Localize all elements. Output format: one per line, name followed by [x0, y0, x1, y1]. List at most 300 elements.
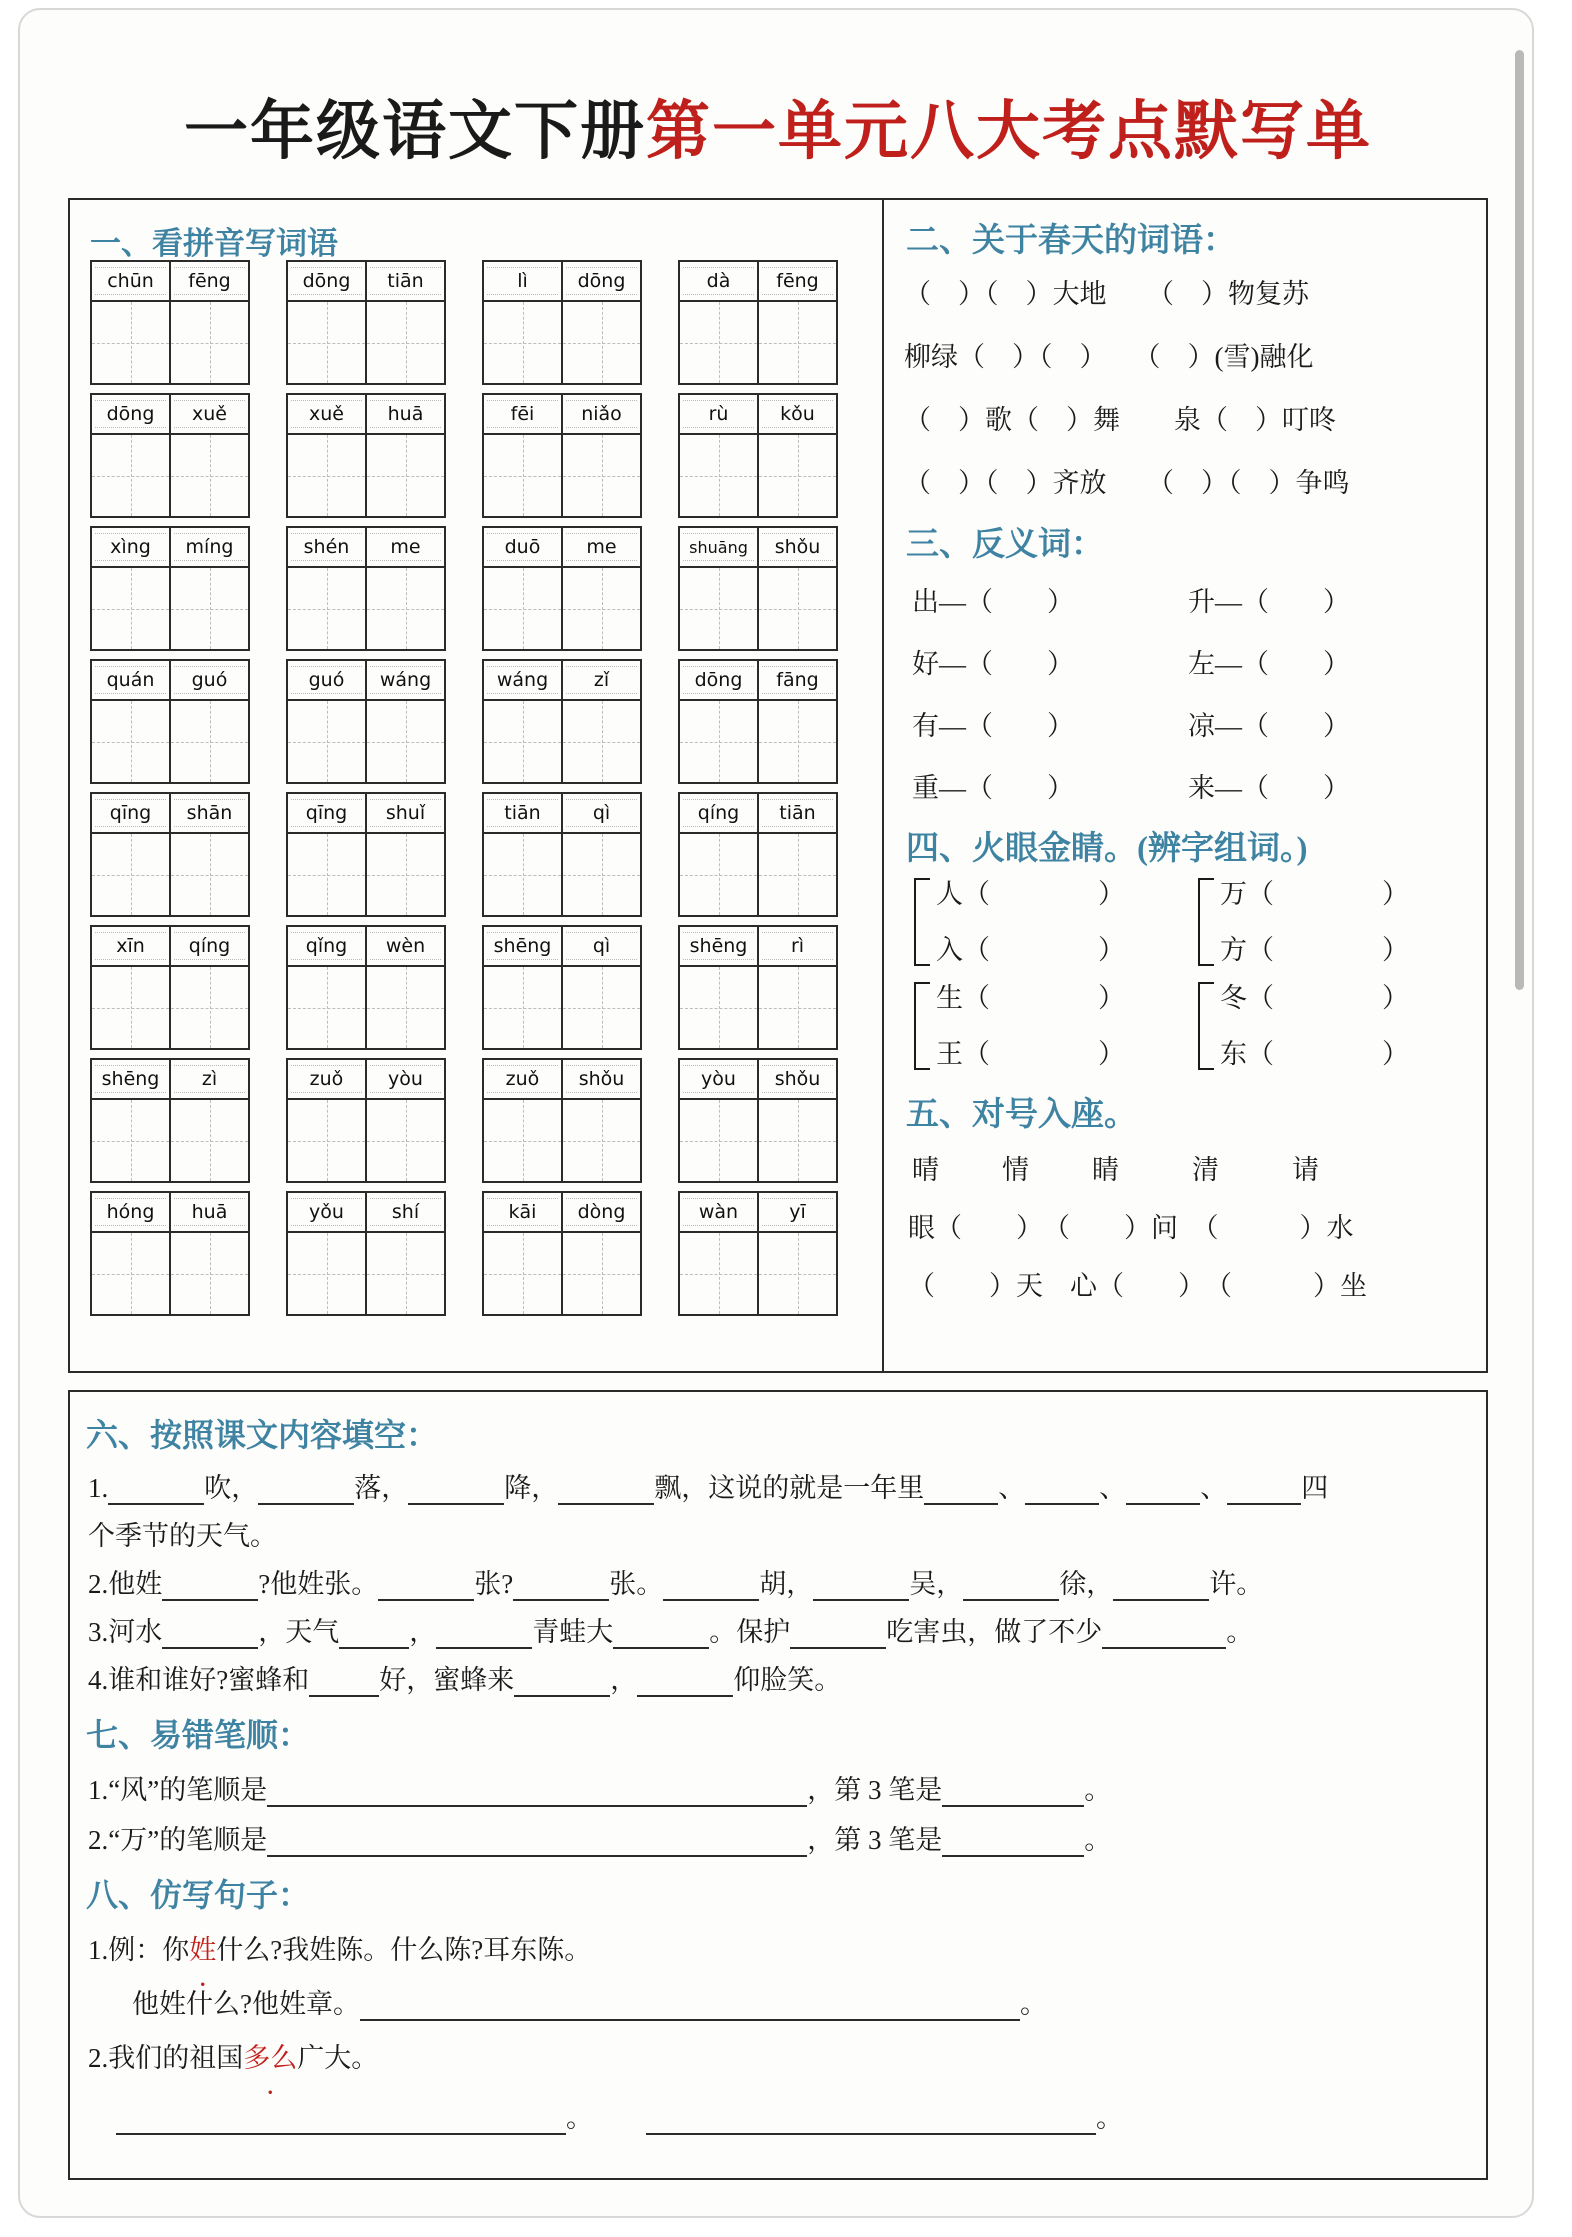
- text-seg: ，第 3 笔是: [807, 1825, 943, 1855]
- page-scrollbar[interactable]: [1515, 50, 1524, 990]
- antonym-right: 凉—（ ）: [1188, 711, 1350, 741]
- pinyin-word-cell: [90, 526, 250, 651]
- pinyin-syllable: guó: [288, 661, 365, 699]
- writing-box-row[interactable]: [90, 967, 250, 1050]
- writing-box-row[interactable]: [286, 302, 446, 385]
- writing-box[interactable]: [680, 435, 757, 516]
- writing-box[interactable]: [680, 967, 757, 1048]
- writing-box[interactable]: [561, 1233, 640, 1314]
- pinyin-word-cell: [90, 792, 250, 917]
- pinyin-syllable: yī: [757, 1193, 836, 1231]
- writing-box[interactable]: [92, 834, 169, 915]
- section-8-heading: 八、仿写句子：: [86, 1877, 311, 1913]
- guide-line-vertical: [131, 435, 132, 516]
- pinyin-row: [286, 260, 446, 302]
- writing-box[interactable]: [92, 435, 169, 516]
- writing-box[interactable]: [288, 1233, 365, 1314]
- writing-box[interactable]: [680, 701, 757, 782]
- pinyin-syllable: wèn: [365, 927, 444, 965]
- writing-box[interactable]: [757, 967, 836, 1048]
- writing-box[interactable]: [288, 701, 365, 782]
- pinyin-syllable: lì: [484, 262, 561, 300]
- guide-line-vertical: [210, 701, 211, 782]
- pinyin-syllable: yǒu: [288, 1193, 365, 1231]
- guide-line-vertical: [131, 1100, 132, 1181]
- section-6-heading: 六、按照课文内容填空：: [86, 1417, 439, 1453]
- text-seg: 我们的祖国: [108, 2043, 244, 2073]
- text-seg: 吴，: [909, 1569, 964, 1599]
- pinyin-word-cell: [482, 925, 642, 1050]
- text-seg: 青蛙大: [532, 1617, 614, 1647]
- pinyin-word-cell: [482, 526, 642, 651]
- text-seg: ，: [610, 1665, 638, 1695]
- guide-line-vertical: [602, 701, 603, 782]
- writing-box-row[interactable]: [678, 435, 838, 518]
- guide-line-vertical: [602, 568, 603, 649]
- pinyin-syllable: dōng: [561, 262, 640, 300]
- writing-box[interactable]: [169, 701, 248, 782]
- writing-box-row[interactable]: [286, 967, 446, 1050]
- writing-box-row[interactable]: [286, 1233, 446, 1316]
- pinyin-word-cell: [482, 659, 642, 784]
- text-seg: ，第 3 笔是: [807, 1775, 943, 1805]
- writing-box[interactable]: [169, 302, 248, 383]
- writing-box[interactable]: [288, 1100, 365, 1181]
- top-section-divider: [882, 200, 884, 1371]
- guide-line-vertical: [798, 302, 799, 383]
- writing-box[interactable]: [169, 834, 248, 915]
- section-5-heading: 五、对号入座。: [906, 1097, 1137, 1133]
- highlighted-word: 多么: [243, 2043, 298, 2073]
- pinyin-word-cell: [678, 925, 838, 1050]
- pinyin-syllable: míng: [169, 528, 248, 566]
- seat-line: 眼（ ） （ ）问 （ ）水: [908, 1213, 1354, 1243]
- writing-box[interactable]: [92, 568, 169, 649]
- pinyin-word-cell: [286, 925, 446, 1050]
- pinyin-syllable: xuě: [288, 395, 365, 433]
- guide-line-vertical: [798, 568, 799, 649]
- guide-line-vertical: [798, 1233, 799, 1314]
- writing-box[interactable]: [288, 834, 365, 915]
- pinyin-syllable: qì: [561, 794, 640, 832]
- imitate-prompt-line: [88, 2036, 378, 2075]
- writing-box[interactable]: [561, 435, 640, 516]
- guide-line-vertical: [719, 435, 720, 516]
- fill-blank-row-3: [88, 1610, 1253, 1649]
- pinyin-syllable: qīng: [92, 794, 169, 832]
- writing-box[interactable]: [365, 1100, 444, 1181]
- writing-box-row[interactable]: [678, 701, 838, 784]
- guide-line-vertical: [719, 568, 720, 649]
- writing-box[interactable]: [680, 834, 757, 915]
- pinyin-syllable: shān: [169, 794, 248, 832]
- writing-box[interactable]: [680, 1100, 757, 1181]
- writing-box[interactable]: [365, 834, 444, 915]
- text-seg: 。保护: [709, 1617, 791, 1647]
- text-seg: 许。: [1209, 1569, 1264, 1599]
- pinyin-word-cell: [678, 659, 838, 784]
- writing-box[interactable]: [757, 701, 836, 782]
- guide-line-vertical: [602, 302, 603, 383]
- writing-box[interactable]: [92, 302, 169, 383]
- writing-box[interactable]: [169, 1233, 248, 1314]
- guide-line-vertical: [406, 834, 407, 915]
- writing-box-row[interactable]: [286, 435, 446, 518]
- writing-box-row[interactable]: [286, 701, 446, 784]
- discern-bracket: [914, 878, 930, 966]
- seat-char: 睛: [1092, 1155, 1119, 1185]
- section-4-heading: 四、火眼金睛。(辨字组词。): [906, 831, 1308, 867]
- guide-line-vertical: [719, 302, 720, 383]
- pinyin-syllable: guó: [169, 661, 248, 699]
- guide-line-vertical: [210, 1100, 211, 1181]
- guide-line-vertical: [327, 568, 328, 649]
- guide-line-vertical: [131, 701, 132, 782]
- writing-box[interactable]: [561, 967, 640, 1048]
- pinyin-word-cell: [286, 1058, 446, 1183]
- pinyin-word-cell: [678, 526, 838, 651]
- guide-line-vertical: [131, 302, 132, 383]
- worksheet-page: [18, 8, 1534, 2218]
- writing-box-row[interactable]: [90, 701, 250, 784]
- pinyin-row: [678, 1058, 838, 1100]
- writing-box[interactable]: [757, 834, 836, 915]
- imitate-answer-line: [132, 1982, 1047, 2021]
- pinyin-syllable: shǒu: [561, 1060, 640, 1098]
- writing-box[interactable]: [484, 967, 561, 1048]
- pinyin-word-cell: [482, 393, 642, 518]
- guide-line-vertical: [406, 435, 407, 516]
- writing-box-row[interactable]: [482, 1100, 642, 1183]
- writing-box[interactable]: [757, 1100, 836, 1181]
- guide-line-vertical: [798, 967, 799, 1048]
- writing-box[interactable]: [92, 1100, 169, 1181]
- pinyin-syllable: zì: [169, 1060, 248, 1098]
- writing-box-row[interactable]: [286, 834, 446, 917]
- pinyin-row: [286, 393, 446, 435]
- pinyin-word-cell: [678, 1058, 838, 1183]
- text-seg: 。: [1226, 1617, 1254, 1647]
- writing-box[interactable]: [92, 701, 169, 782]
- text-seg: ?他姓张。: [258, 1569, 379, 1599]
- guide-line-vertical: [327, 1100, 328, 1181]
- guide-line-vertical: [798, 834, 799, 915]
- writing-box[interactable]: [484, 701, 561, 782]
- writing-box[interactable]: [92, 1233, 169, 1314]
- pinyin-grid-area: [90, 260, 865, 1350]
- pinyin-syllable: kǒu: [757, 395, 836, 433]
- spring-word-line: （ ）（ ）齐放 （ ）（ ）争鸣: [904, 468, 1350, 498]
- guide-line-vertical: [327, 834, 328, 915]
- text-seg: 什么?我姓陈。什么陈?耳东陈。: [216, 1935, 592, 1965]
- text-seg: ，天气: [258, 1617, 340, 1647]
- bottom-area: [86, 1410, 1478, 2170]
- writing-box[interactable]: [288, 435, 365, 516]
- pinyin-syllable: shí: [365, 1193, 444, 1231]
- pinyin-row: [482, 925, 642, 967]
- guide-line-vertical: [798, 701, 799, 782]
- seat-char: 请: [1292, 1155, 1319, 1185]
- writing-box[interactable]: [288, 967, 365, 1048]
- writing-box-row[interactable]: [678, 568, 838, 651]
- writing-box[interactable]: [365, 967, 444, 1048]
- guide-line-vertical: [210, 568, 211, 649]
- imitate-blank-line-right: [646, 2096, 1123, 2135]
- pinyin-word-cell: [90, 925, 250, 1050]
- pinyin-row: [678, 526, 838, 568]
- writing-box-row[interactable]: [482, 568, 642, 651]
- pinyin-word-cell: [90, 260, 250, 385]
- pinyin-word-cell: [286, 659, 446, 784]
- guide-line-vertical: [719, 1100, 720, 1181]
- writing-box[interactable]: [288, 302, 365, 383]
- writing-box-row[interactable]: [90, 568, 250, 651]
- writing-box[interactable]: [484, 1233, 561, 1314]
- imitate-blank-line-left: [116, 2096, 593, 2135]
- text-seg: 广大。: [297, 2043, 379, 2073]
- pinyin-syllable: shēng: [680, 927, 757, 965]
- writing-box[interactable]: [484, 834, 561, 915]
- page-title: [20, 80, 1534, 172]
- pinyin-syllable: fēng: [169, 262, 248, 300]
- writing-box[interactable]: [757, 568, 836, 649]
- writing-box[interactable]: [757, 1233, 836, 1314]
- pinyin-syllable: tiān: [484, 794, 561, 832]
- guide-line-vertical: [523, 1233, 524, 1314]
- pinyin-word-cell: [482, 792, 642, 917]
- pinyin-syllable: fēng: [757, 262, 836, 300]
- guide-line-vertical: [131, 834, 132, 915]
- guide-line-vertical: [210, 435, 211, 516]
- writing-box[interactable]: [169, 967, 248, 1048]
- text-seg: 。: [1084, 1825, 1112, 1855]
- writing-box-row[interactable]: [678, 834, 838, 917]
- writing-box-row[interactable]: [90, 1100, 250, 1183]
- writing-box-row[interactable]: [90, 302, 250, 385]
- seat-line: （ ）天 心（ ） （ ）坐: [908, 1271, 1367, 1301]
- writing-box[interactable]: [484, 1100, 561, 1181]
- guide-line-vertical: [406, 967, 407, 1048]
- guide-line-vertical: [327, 302, 328, 383]
- writing-box-row[interactable]: [678, 302, 838, 385]
- pinyin-syllable: shǒu: [757, 528, 836, 566]
- antonym-right: 升—（ ）: [1188, 587, 1350, 617]
- pinyin-syllable: qíng: [680, 794, 757, 832]
- guide-line-vertical: [131, 1233, 132, 1314]
- text-seg: 仰脸笑。: [733, 1665, 842, 1695]
- writing-box[interactable]: [561, 1100, 640, 1181]
- pinyin-word-cell: [482, 1058, 642, 1183]
- section-2-heading: 二、关于春天的词语：: [906, 223, 1236, 259]
- pinyin-syllable: hóng: [92, 1193, 169, 1231]
- pinyin-syllable: yòu: [680, 1060, 757, 1098]
- writing-box-row[interactable]: [90, 1233, 250, 1316]
- pinyin-syllable: tiān: [365, 262, 444, 300]
- pinyin-row: [286, 1058, 446, 1100]
- discern-bracket: [1198, 982, 1214, 1070]
- writing-box-row[interactable]: [482, 967, 642, 1050]
- guide-line-vertical: [798, 1100, 799, 1181]
- pinyin-syllable: huā: [365, 395, 444, 433]
- pinyin-word-cell: [678, 260, 838, 385]
- writing-box-row[interactable]: [90, 435, 250, 518]
- antonym-left: 出—（ ）: [912, 587, 1074, 617]
- pinyin-row: [286, 792, 446, 834]
- pinyin-syllable: shǒu: [757, 1060, 836, 1098]
- text-seg: 吹，: [204, 1473, 259, 1503]
- item-number: 4.: [88, 1665, 109, 1695]
- pinyin-syllable: zuǒ: [484, 1060, 561, 1098]
- pinyin-word-cell: [482, 1191, 642, 1316]
- seat-char: 情: [1002, 1155, 1029, 1185]
- item-number: 3.: [88, 1617, 109, 1647]
- pinyin-row: [678, 1191, 838, 1233]
- pinyin-syllable: xuě: [169, 395, 248, 433]
- pinyin-syllable: wáng: [484, 661, 561, 699]
- writing-box-row[interactable]: [482, 1233, 642, 1316]
- discern-char: 王（ ）: [936, 1039, 1125, 1069]
- pinyin-row: [678, 393, 838, 435]
- spring-word-line: （ ）（ ）大地 （ ）物复苏: [904, 279, 1309, 309]
- writing-box[interactable]: [757, 435, 836, 516]
- pinyin-syllable: rì: [757, 927, 836, 965]
- guide-line-vertical: [523, 568, 524, 649]
- pinyin-syllable: zǐ: [561, 661, 640, 699]
- pinyin-syllable: me: [365, 528, 444, 566]
- writing-box[interactable]: [365, 1233, 444, 1314]
- writing-box-row[interactable]: [482, 302, 642, 385]
- guide-line-vertical: [210, 967, 211, 1048]
- pinyin-syllable: qǐng: [288, 927, 365, 965]
- discern-char: 东（ ）: [1220, 1039, 1409, 1069]
- pinyin-syllable: niǎo: [561, 395, 640, 433]
- writing-box-row[interactable]: [482, 701, 642, 784]
- writing-box[interactable]: [561, 568, 640, 649]
- writing-box[interactable]: [92, 967, 169, 1048]
- writing-box[interactable]: [680, 568, 757, 649]
- pinyin-word-cell: [90, 1058, 250, 1183]
- writing-box[interactable]: [561, 701, 640, 782]
- pinyin-row: [482, 1191, 642, 1233]
- pinyin-syllable: fēi: [484, 395, 561, 433]
- writing-box[interactable]: [484, 435, 561, 516]
- discern-char: 生（ ）: [936, 983, 1125, 1013]
- pinyin-row: [286, 526, 446, 568]
- guide-line-vertical: [602, 435, 603, 516]
- writing-box[interactable]: [680, 302, 757, 383]
- pinyin-syllable: shuāng: [680, 528, 757, 566]
- pinyin-syllable: wáng: [365, 661, 444, 699]
- pinyin-word-cell: [286, 526, 446, 651]
- item-number: 1.: [88, 1935, 109, 1965]
- pinyin-syllable: kāi: [484, 1193, 561, 1231]
- section-3-heading: 三、反义词：: [906, 527, 1104, 563]
- pinyin-syllable: dòng: [561, 1193, 640, 1231]
- writing-box-row[interactable]: [678, 967, 838, 1050]
- pinyin-syllable: qíng: [169, 927, 248, 965]
- pinyin-word-cell: [286, 792, 446, 917]
- text-seg: 。: [1084, 1775, 1112, 1805]
- text-seg: 。: [1096, 2103, 1123, 2133]
- pinyin-row: [90, 792, 250, 834]
- writing-box-row[interactable]: [482, 834, 642, 917]
- pinyin-syllable: huā: [169, 1193, 248, 1231]
- guide-line-vertical: [210, 1233, 211, 1314]
- writing-box-row[interactable]: [678, 1233, 838, 1316]
- writing-box-row[interactable]: [90, 834, 250, 917]
- guide-line-vertical: [406, 701, 407, 782]
- pinyin-syllable: dōng: [680, 661, 757, 699]
- text-seg: 他姓: [108, 1569, 163, 1599]
- writing-box[interactable]: [365, 701, 444, 782]
- writing-box[interactable]: [365, 435, 444, 516]
- pinyin-syllable: duō: [484, 528, 561, 566]
- guide-line-vertical: [327, 967, 328, 1048]
- writing-box[interactable]: [484, 302, 561, 383]
- guide-line-vertical: [602, 1100, 603, 1181]
- pinyin-syllable: qīng: [288, 794, 365, 832]
- pinyin-syllable: tiān: [757, 794, 836, 832]
- writing-box[interactable]: [680, 1233, 757, 1314]
- writing-box[interactable]: [365, 568, 444, 649]
- pinyin-word-cell: [90, 659, 250, 784]
- guide-line-vertical: [406, 1100, 407, 1181]
- pinyin-syllable: xìng: [92, 528, 169, 566]
- antonym-left: 重—（ ）: [912, 773, 1074, 803]
- writing-box[interactable]: [169, 1100, 248, 1181]
- guide-line-vertical: [406, 1233, 407, 1314]
- writing-box-row[interactable]: [482, 435, 642, 518]
- writing-box-row[interactable]: [678, 1100, 838, 1183]
- pinyin-word-cell: [678, 1191, 838, 1316]
- writing-box[interactable]: [484, 568, 561, 649]
- writing-box[interactable]: [169, 435, 248, 516]
- guide-line-vertical: [719, 834, 720, 915]
- text-seg: 张。: [609, 1569, 664, 1599]
- guide-line-vertical: [327, 701, 328, 782]
- section-1-heading: 一、看拼音写词语: [90, 226, 338, 261]
- writing-box-row[interactable]: [286, 1100, 446, 1183]
- text-seg: 谁和谁好?蜜蜂和: [108, 1665, 310, 1695]
- spring-word-line: （ ）歌（ ）舞 泉（ ）叮咚: [904, 405, 1336, 435]
- text-seg: 。: [566, 2103, 593, 2133]
- right-panel: [898, 210, 1478, 1370]
- guide-line-vertical: [523, 1100, 524, 1181]
- pinyin-row: [286, 1191, 446, 1233]
- discern-char: 万（ ）: [1220, 879, 1409, 909]
- writing-box[interactable]: [561, 302, 640, 383]
- guide-line-vertical: [523, 967, 524, 1048]
- pinyin-row: [90, 526, 250, 568]
- pinyin-syllable: dōng: [288, 262, 365, 300]
- pinyin-syllable: shēng: [484, 927, 561, 965]
- pinyin-syllable: chūn: [92, 262, 169, 300]
- writing-box[interactable]: [365, 302, 444, 383]
- writing-box[interactable]: [169, 568, 248, 649]
- writing-box[interactable]: [288, 568, 365, 649]
- writing-box[interactable]: [561, 834, 640, 915]
- antonym-left: 有—（ ）: [912, 711, 1074, 741]
- writing-box-row[interactable]: [286, 568, 446, 651]
- pinyin-word-cell: [90, 1191, 250, 1316]
- fill-blank-row-1: [88, 1466, 1328, 1505]
- guide-line-vertical: [719, 701, 720, 782]
- writing-box[interactable]: [757, 302, 836, 383]
- imitate-example-line: [88, 1928, 591, 1967]
- guide-line-vertical: [523, 701, 524, 782]
- discern-bracket: [914, 982, 930, 1070]
- guide-line-vertical: [602, 967, 603, 1048]
